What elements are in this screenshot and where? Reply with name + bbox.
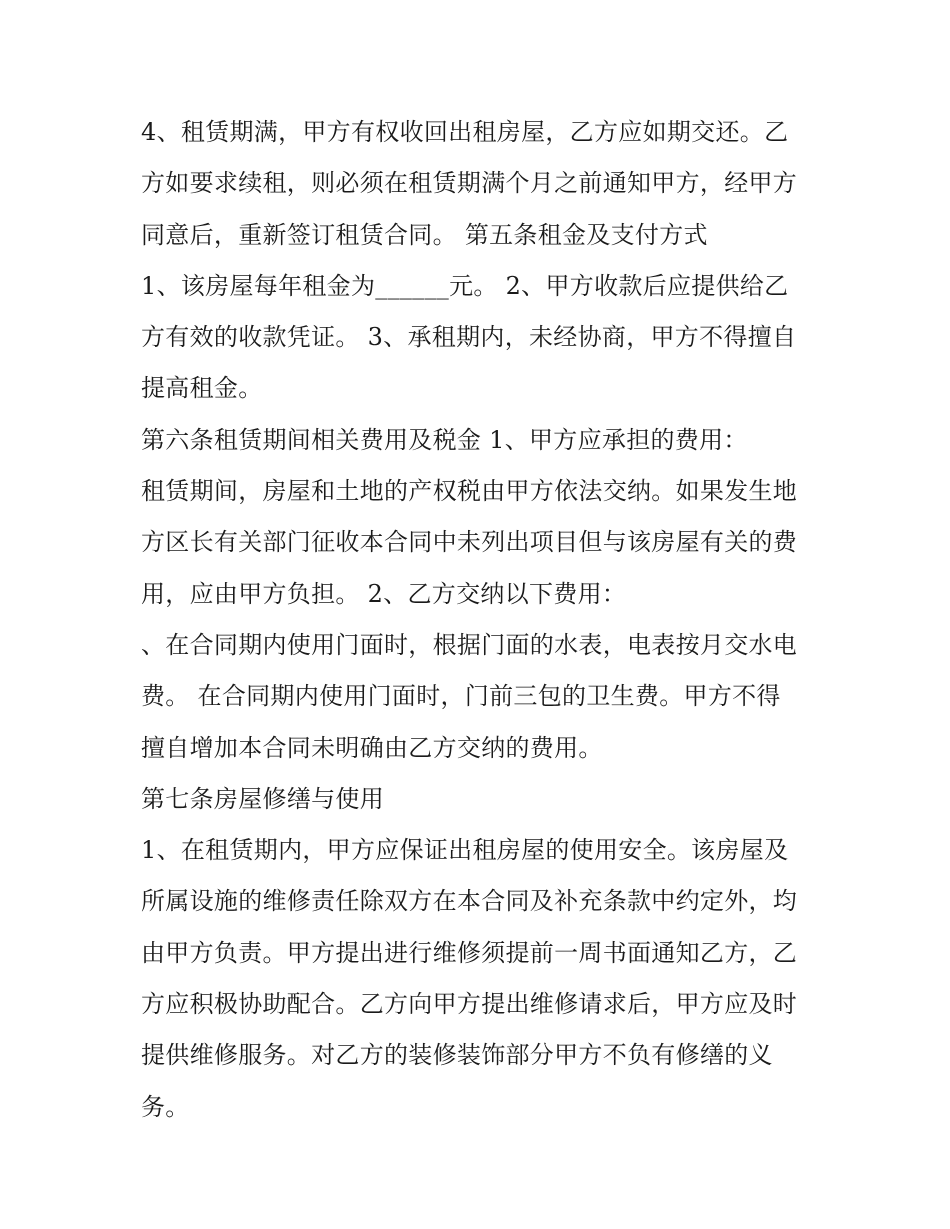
text-line-8: 租赁期间，房屋和土地的产权税由甲方依法交纳。如果发生地 [141,477,798,506]
text-line-1: 4、租赁期满，甲方有权收回出租房屋，乙方应如期交还。乙 [141,118,789,146]
text-line-17: 由甲方负责。甲方提出进行维修须提前一周书面通知乙方，乙 [141,938,798,967]
text-line-9: 方区长有关部门征收本合同中未列出项目但与该房屋有关的费 [141,528,798,557]
contract-text-body [141,107,821,1133]
text-line-3: 同意后，重新签订租赁合同。 第五条租金及支付方式 [141,220,708,249]
text-line-18: 方应积极协助配合。乙方向甲方提出维修请求后，甲方应及时 [141,990,798,1019]
text-line-6: 提高租金。 [141,374,263,403]
text-line-5: 方有效的收款凭证。 3、承租期内，未经协商，甲方不得擅自 [141,323,797,352]
text-line-16: 所属设施的维修责任除双方在本合同及补充条款中约定外，均 [141,887,798,916]
text-line-10: 用，应由甲方负担。 2、乙方交纳以下费用： [141,579,627,608]
text-line-19: 提供维修服务。对乙方的装修装饰部分甲方不负有修缮的义 [141,1041,773,1070]
text-line-4: 1、该房屋每年租金为______元。 2、甲方收款后应提供给乙 [141,271,789,300]
text-line-12: 费。 在合同期内使用门面时，门前三包的卫生费。甲方不得 [141,682,781,711]
text-line-2: 方如要求续租，则必须在租赁期满个月之前通知甲方，经甲方 [141,169,798,198]
text-line-14: 第七条房屋修缮与使用 [141,784,384,813]
text-line-11: 、在合同期内使用门面时，根据门面的水表，电表按月交水电 [141,630,798,659]
text-line-7: 第六条租赁期间相关费用及税金 1、甲方应承担的费用： [141,425,748,454]
text-line-13: 擅自增加本合同未明确由乙方交纳的费用。 [141,733,603,762]
text-line-20: 务。 [141,1092,190,1121]
text-line-15: 1、在租赁期内，甲方应保证出租房屋的使用安全。该房屋及 [141,836,789,865]
